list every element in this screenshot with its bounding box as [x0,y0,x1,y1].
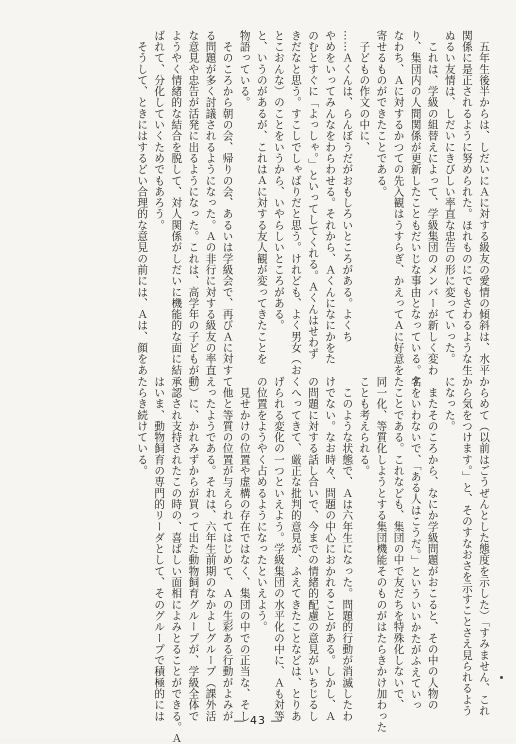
text-column: と、いうのがあるが、これはＡに対する友人観が変ってきたことを [255,30,268,365]
text-column: なわち、Ａに対するかつての先入観はうすらぎ、かえってＡに好意を [392,30,405,376]
text-column: くへってきて、厳正な批判的意見が、ふえてきたことなどは、とりあ [289,376,302,722]
text-column: やめをいってみんなをわらわせる。それから、Ａくんになにかをた [324,30,337,365]
scan-speck [500,676,503,679]
text-column: げられる変化の一つといえよう。学級集団の水平化の中に、Ａも対等 [272,376,285,722]
text-column: たことである。これなども、集団の中で友だちを特殊化しないで、 [392,376,405,711]
text-column: 五年生後半からは、しだいにＡに対する級友の愛情の傾斜は、水平 [478,30,490,376]
upper-text-block [22,30,492,387]
text-column: たらき続けている。 [136,376,149,477]
text-column: 承認され支持されたこの時の、喜ばしい面相によみとることができる。Ａ [170,376,183,744]
text-column: 寄せるものができたことである。 [375,30,388,198]
text-column: 子どもの作文の中に、 [358,30,371,153]
text-column: からめて（以前はごうぜんとした態度を示した）「すみません、これ [478,376,490,717]
text-column: またそのころから、なにか学級問題がおこると、その中の人物の [426,376,439,711]
text-column: 名をいわないで、「ある人はこうだ。」といういいかたがふえていっ [409,376,422,712]
text-column: きだなと思う。すこしでしゃばりだと思う。けれども、よく男女（お [289,30,302,376]
text-column: て他と等質の位置が与えられてはじめて、Ａの生彩ある行動がよみが [221,376,234,722]
text-column: り、集団内の人間関係が更新したこともだいじな事由となっている。す [409,30,422,387]
text-column: とこおんな）のことをいうから、いやらしいところがある。 [272,30,285,332]
text-column: ぬるい友情は、しだいにきびしい率直な忠告の形に変っていった。 [443,30,456,365]
text-column: これは、学級の組替えによって、学級集団のメンバーが新しく変わ [426,30,439,376]
text-column: けでない。なお時々、問題の中心におかれることがある。しかし、Ａ [324,376,337,722]
text-column: ばれて、分化していくためでもあろう。 [153,30,166,231]
text-column: から気をつけます。」と、そのすなおさを示すことさえ見られるよう [460,376,473,717]
text-column: の問題に対する話し合いで、今までの情緒的配慮の意見がいちじるし [307,376,320,722]
text-column: 見せかけの位置や虚構の存在ではなく、集団の中での正当な、そし [238,376,251,722]
text-column: 動）に、かれみずからが買って出た動物飼育グループが、学級全体で [187,376,200,722]
text-column: る問題が多く討議されるようになった。Ａの非行に対する級友の率直 [204,30,217,376]
text-column: のむとすぐに「よっしゃ。」といってしてくれる。Ａくんはせわず [307,30,320,360]
text-column: な意見や忠告が活発に出るようになった。これは、高学年の子どもが、 [187,30,200,387]
text-column: ようやく情緒的な結合を脱して、対人関係がしだいに機能的な面に結 [170,30,183,376]
text-column: 物語っている。 [238,30,251,109]
text-column: の位置をようやく占めるようになったといえよう。 [255,376,268,633]
page-number: — 43 — [233,714,283,727]
text-column: ことも考えられる。 [358,376,371,477]
text-column: えったようである。それは、六年生前期のなかよしグループ（課外活 [204,376,217,722]
text-column: ……Ａくんは、らんぼうだがおもしろいところがある。よくち [341,30,354,343]
text-column: そのころから朝の会、帰りの会、あるいは学級会で、再びＡに対す [221,30,234,376]
text-column: 関係に是正されるように努められた。ほれものにでもさわるような生 [460,30,473,376]
text-column: このような状態で、Ａは六年生になった。問題的行動が消滅したわ [341,376,354,722]
text-column: はいま、動物飼育の専門的リーダとして、そのグループで積極的には [153,376,166,722]
text-column: 同一化、等質化しようとする集団機能そのものがはたらきかけ加わった [375,376,388,733]
text-column: になった。 [443,376,456,432]
text-column: そうして、ときにはするどい合理的な意見の前には、Ａは、顔をあ [136,30,149,376]
